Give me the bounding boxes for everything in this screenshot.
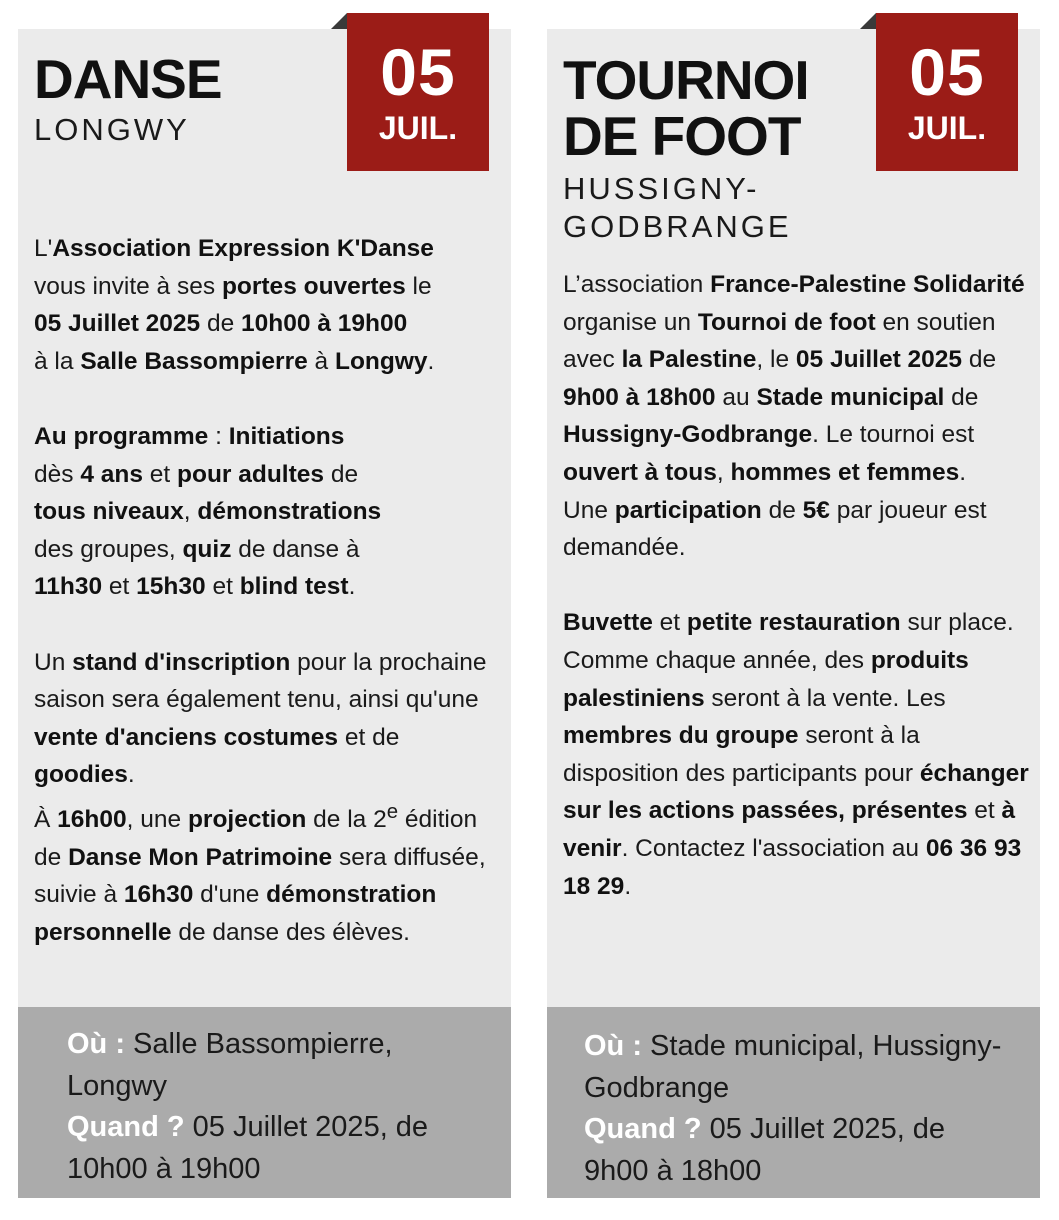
event-location-line: GODBRANGE — [563, 209, 792, 244]
event-location — [34, 111, 190, 149]
info-when: Quand ? 05 Juillet 2025, de 10h00 à 19h00 — [67, 1111, 429, 1185]
description-paragraph: Un stand d'inscription pour la prochaine saison sera également tenu, ainsi qu'une vente d'anciens costumes et de goodies. — [34, 648, 487, 789]
info-when: Quand ? 05 Juillet 2025, de 9h00 à 18h00 — [584, 1113, 946, 1187]
date-month: JUIL. — [378, 110, 458, 146]
date-day: 05 — [909, 35, 985, 109]
info-where: Où : Stade municipal, Hussigny-Godbrange — [584, 1030, 1002, 1104]
event-location — [563, 170, 792, 246]
event-location-line: HUSSIGNY- — [563, 171, 760, 206]
info-where: Où : Salle Bassompierre, Longwy — [67, 1028, 393, 1102]
event-title — [563, 49, 809, 167]
date-day: 05 — [380, 35, 456, 109]
date-month: JUIL. — [907, 110, 987, 146]
event-title-line: TOURNOI — [563, 49, 809, 111]
description-paragraph: Au programme : Initiations dès 4 ans et pour adultes de tous niveaux, démonstrations des groupes, quiz de danse à 11h30 et 15h30 et blind test. — [34, 422, 382, 601]
event-title-line: DE FOOT — [563, 105, 801, 167]
event-description — [34, 230, 501, 951]
event-practical-info — [67, 1024, 481, 1190]
event-location-line: LONGWY — [34, 112, 190, 147]
event-description — [563, 266, 1030, 905]
event-title — [34, 48, 222, 110]
description-paragraph: Une participation de 5€ par joueur est demandée. — [563, 496, 987, 562]
event-practical-info — [584, 1026, 1010, 1192]
event-title-line: DANSE — [34, 48, 222, 110]
description-paragraph: L'Association Expression K'Danse vous invite à ses portes ouvertes le 05 Juillet 2025 de 10h00 à 19h00 à la Salle Bassompierre à Longwy. — [34, 235, 435, 375]
description-paragraph: L’association France-Palestine Solidarité organise un Tournoi de foot en soutien avec la Palestine, le 05 Juillet 2025 de 9h00 à 18h00 au Stade municipal de Hussigny-Godbrange. Le tournoi est ouvert à tous, hommes et femmes. — [563, 271, 1025, 486]
date-badge — [347, 13, 489, 171]
description-paragraph: Buvette et petite restauration sur place. Comme chaque année, des produits palestiniens seront à la vente. Les membres du groupe seront à la disposition des participants pour échanger sur les actions passées, présentes et à venir. Contactez l'association au 06 36 93 18 29. — [563, 609, 1029, 900]
event-card-danse — [18, 29, 511, 1198]
date-badge — [876, 13, 1018, 171]
event-card-tournoi — [547, 29, 1040, 1198]
description-paragraph: À 16h00, une projection de la 2e édition de Danse Mon Patrimoine sera diffusée, suivie à 16h30 d'une démonstration personnelle de danse des élèves. — [34, 800, 486, 946]
